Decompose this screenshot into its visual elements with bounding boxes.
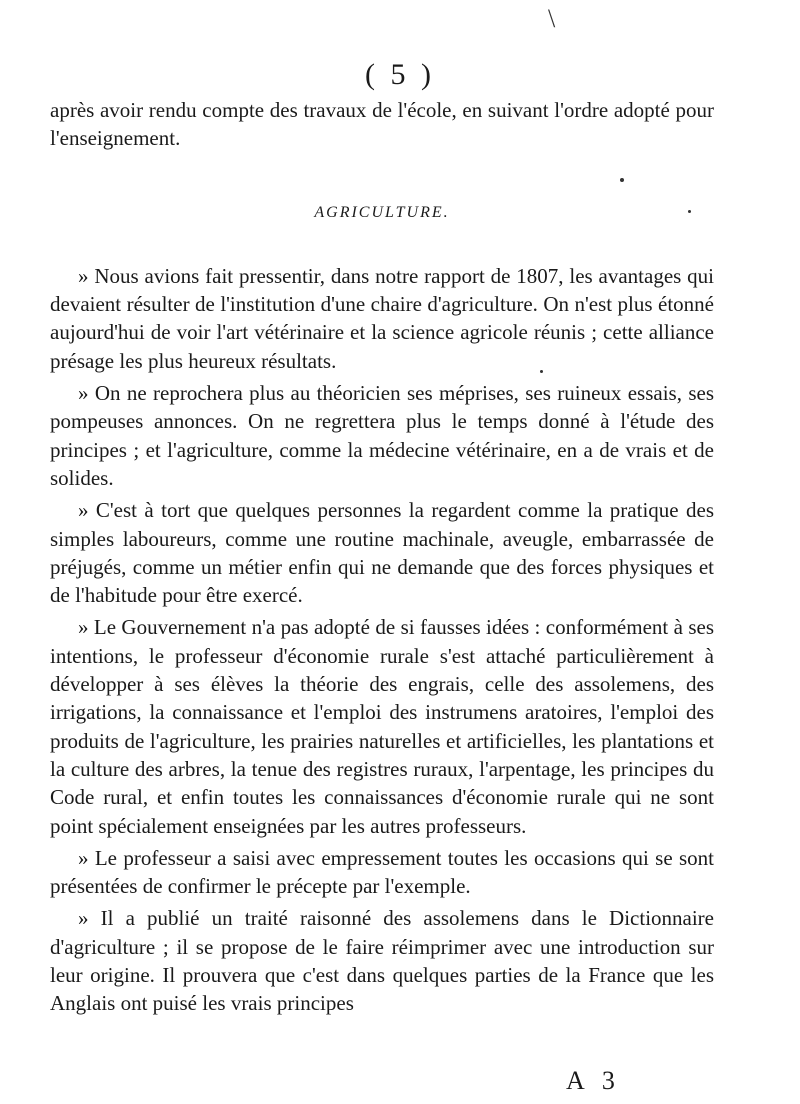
paragraph: » On ne reprochera plus au théoricien ses méprises, ses ruineux essais, ses pompeuses annonces. On ne regrettera plus le temps donné à l'étude des principes ; et l'agriculture, comme la médecine vétérinaire, en a de vrais et de solides.	[50, 381, 714, 490]
ink-speck	[620, 178, 624, 182]
paragraph: » Nous avions fait pressentir, dans notre rapport de 1807, les avantages qui devaient résulter de l'institution d'une chaire d'agriculture. On n'est plus étonné aujourd'hui de voir l'art vétérinaire et la science agricole réunis ; cette alliance présage les plus heureux résultats.	[50, 263, 714, 373]
ink-speck	[688, 210, 691, 213]
opening-paragraph: après avoir rendu compte des travaux de l'école, en suivant l'ordre adopté pour l'enseignement.	[50, 98, 714, 151]
paragraph: » Le Gouvernement n'a pas adopté de si fausses idées : conformément à ses intentions, le professeur d'économie rurale s'est attaché particulièrement à développer à ses élèves la théorie des engrais, celle des assolemens, des irrigations, la connaissance et l'emploi des instrumens aratoires, l'emploi des produits de l'agriculture, les prairies naturelles et artificielles, les plantations et la culture des arbres, la tenue des registres ruraux, l'arpentage, les principes du Code rural, et enfin toutes les connaissances d'économie rurale qui ne sont point spécialement enseignées par les autres professeurs.	[50, 615, 714, 838]
paragraph: » Il a publié un traité raisonné des assolemens dans le Dictionnaire d'agriculture ; il se propose de le faire réimprimer avec une introduction sur leur origine. Il prouvera que c'est dans quelques parties de la France que les Anglais ont puisé les vrais principes	[50, 906, 714, 1016]
corner-mark: \	[548, 4, 556, 33]
paragraph: » C'est à tort que quelques personnes la regardent comme la pratique des simples laboureurs, comme une routine machinale, aveugle, embarrassée de préjugés, comme un métier enfin qui ne demande que des forces physiques et de l'habitude pour être exercé.	[50, 498, 714, 608]
ink-speck	[540, 370, 543, 373]
paragraph: » Le professeur a saisi avec empressement toutes les occasions qui se sont présentées de confirmer le précepte par l'exemple.	[50, 845, 714, 899]
body-text	[50, 96, 714, 1022]
section-heading: AGRICULTURE.	[314, 203, 450, 221]
signature-mark: A 3	[566, 1066, 621, 1095]
page-number: ( 5 )	[365, 58, 435, 91]
